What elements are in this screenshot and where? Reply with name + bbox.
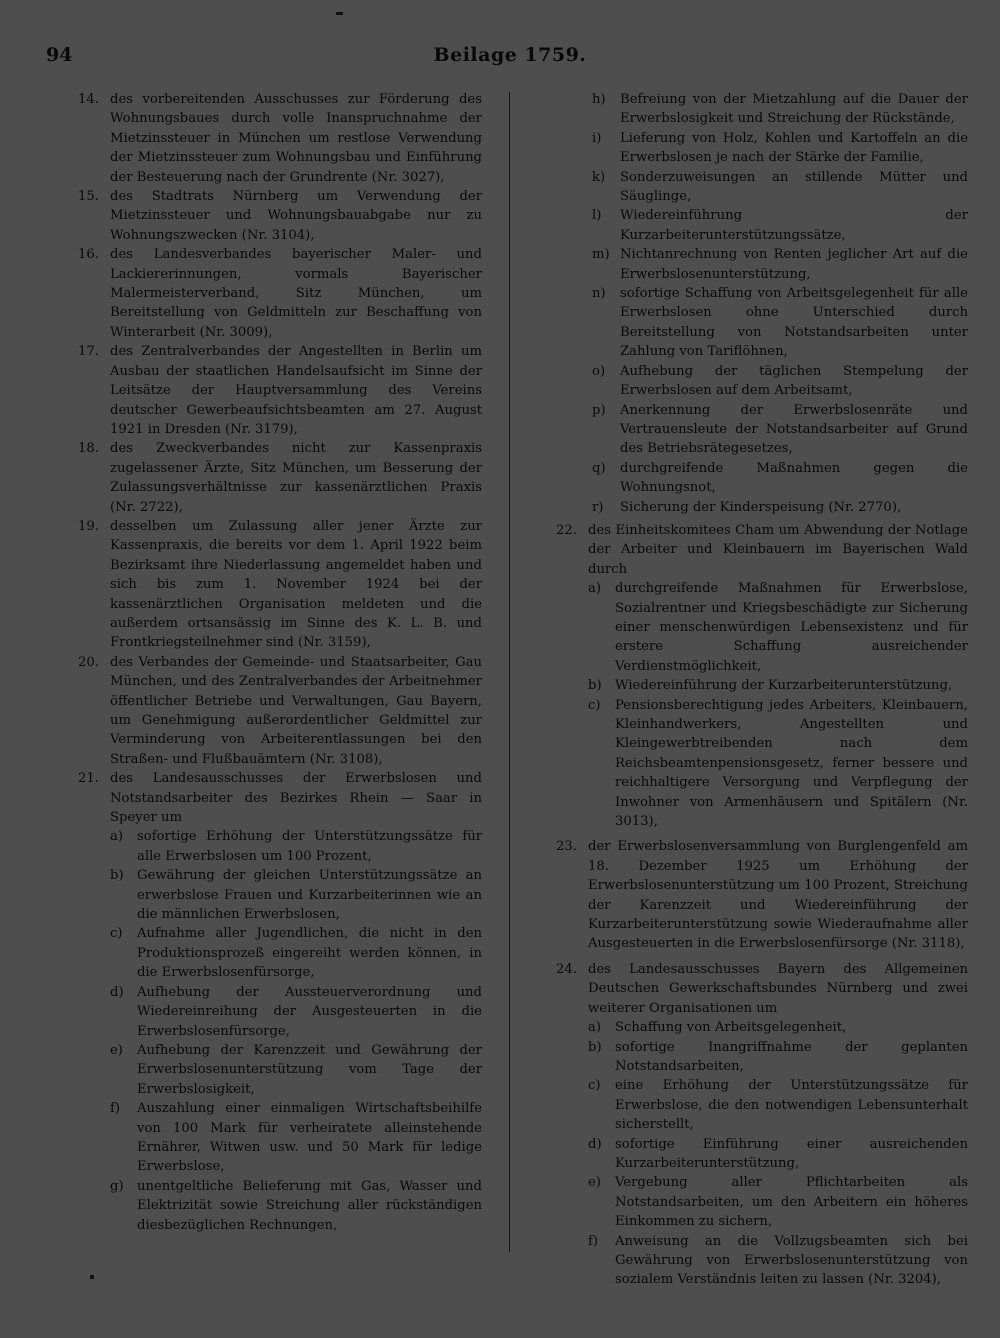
right-column (556, 90, 968, 1290)
entry-20: 20. des Verbandes der Gemeinde- und Staatsarbeiter, Gau München, und des Zentralverbandes der Arbeitnehmer öffentlicher Betriebe und Verwaltungen, Gau Bayern, um Genehmigung außerordentlicher Geldmittel zur Verminderung von Arbeiterentlassungen bei den Straßen- und Flußbauämtern (Nr. 3108), (78, 654, 482, 767)
entry-15: 15. des Stadtrats Nürnberg um Verwendung der Mietzinssteuer und Wohnungsbauabgabe nur zu Wohnungszwecken (Nr. 3104), (78, 189, 482, 243)
sub-item: e) Vergebung aller Pflichtarbeiten als Notstandsarbeiten, um den Arbeitern ein höheres Einkommen zu sichern, (588, 1175, 968, 1230)
sub-item: r) Sicherung der Kinderspeisung (Nr. 2770), (592, 499, 902, 515)
sub-item: k) Sonderzuweisungen an stillende Mütter und Säuglinge, (592, 169, 968, 205)
sub-item: g) unentgeltliche Belieferung mit Gas, Wasser und Elektrizität sowie Streichung aller rückständigen diesbezüglichen Rechnungen, (110, 1178, 482, 1233)
entry-14: 14. des vorbereitenden Ausschusses zur Förderung des Wohnungsbaues durch volle Inanspruchnahme der Mietzinssteuer in München um restlose Verwendung der Mietzinssteuer zum Wohnungsbau und Einführung der Besteuerung nach der Grundrente (Nr. 3027), (78, 92, 482, 185)
sub-item: b) sofortige Inangriffnahme der geplanten Notstandsarbeiten, (588, 1039, 968, 1074)
sub-item: b) Wiedereinführung der Kurzarbeiterunterstützung, (588, 678, 953, 694)
page-number: 94 (46, 44, 73, 66)
sub-item: l) Wiedereinführung der Kurzarbeiterunterstützungssätze, (592, 208, 968, 243)
sub-item: f) Anweisung an die Vollzugsbeamten sich bei Gewährung von Erwerbslosenunterstützung von sozialem Verständnis leiten zu lassen (Nr. 3204), (588, 1233, 968, 1288)
sub-item: n) sofortige Schaffung von Arbeitsgelegenheit für alle Erwerbslosen ohne Unterschied durch Bereitstellung von Notstandsarbeiten unter Zahlung von Tariflöhnen, (592, 286, 968, 360)
sub-item: c) eine Erhöhung der Unterstützungssätze für Erwerbslose, die den notwendigen Lebensunterhalt sicherstellt, (588, 1078, 968, 1133)
page-title: Beilage 1759. (433, 44, 587, 66)
left-column (78, 90, 482, 1235)
entry-22: 22. des Einheitskomitees Cham um Abwendung der Notlage der Arbeiter und Kleinbauern im Bayerischen Wald durch a) durchgreifende Maßnahmen für Erwerbslose, Sozialrentner und Kriegsbeschädigte zur Sicherung einer menschenwürdigen Lebensexistenz und für erstere Schaffung ausreichender Verdienstmöglichkeit, b) Wiedereinführung der Kurzarbeiterunterstützung, c) Pensionsberechtigung jedes Arbeiters, Kleinbauern, Kleinhandwerkers, Angestellten und Kleingewerbtreibenden nach dem Reichsbeamtenpensionsgesetz, ferner bessere und reichhaltigere Versorgung und Verpflegung der Inwohner von Armenhäusern und Spitälern (Nr. 3013), (556, 521, 968, 832)
sub-item: a) sofortige Erhöhung der Unterstützungssätze für alle Erwerbslosen um 100 Prozent, (110, 829, 482, 864)
entry-18: 18. des Zweckverbandes nicht zur Kassenpraxis zugelassener Ärzte, Sitz München, um Besserung der Zulassungsverhältnisse zur kassenärztlichen Praxis (Nr. 2722), (78, 441, 482, 515)
entry-19: 19. desselben um Zulassung aller jener Ärzte zur Kassenpraxis, die bereits vor dem 1. April 1922 beim Bezirksamt ihre Niederlassung angemeldet haben und sich bis zum 1. November 1924 bei der kassenärztlichen Organisation meldeten und die außerdem ortsansässig im Sinne des K. L. B. und Frontkriegsteilnehmer sind (Nr. 3159), (78, 518, 482, 651)
sub-item: d) sofortige Einführung einer ausreichenden Kurzarbeiterunterstützung, (588, 1136, 968, 1171)
entry-17: 17. des Zentralverbandes der Angestellten in Berlin um Ausbau der staatlichen Handelsaufsicht im Sinne der Leitsätze der Hauptversammlung des Vereins deutscher Gewerbeaufsichtsbeamten am 27. August 1921 in Dresden (Nr. 3179), (78, 344, 482, 437)
sub-item: m) Nichtanrechnung von Renten jeglicher Art auf die Erwerbslosenunterstützung, (592, 247, 968, 282)
sub-item: p) Anerkennung der Erwerbslosenräte und Vertrauensleute der Notstandsarbeiter auf Grund des Betriebsrätegesetzes, (592, 402, 968, 457)
scan-mark (90, 1275, 94, 1279)
sub-item: a) durchgreifende Maßnahmen für Erwerbslose, Sozialrentner und Kriegsbeschädigte zur Sicherung einer menschenwürdigen Lebensexistenz und für erstere Schaffung ausreichender Verdienstmöglichkeit, (588, 581, 968, 674)
sub-item: h) Befreiung von der Mietzahlung auf die Dauer der Erwerbslosigkeit und Streichung der Rückstände, (592, 92, 968, 127)
entry-21: 21. des Landesausschusses der Erwerbslosen und Notstandsarbeiter des Bezirkes Rhein — Saar in Speyer um a) sofortige Erhöhung der Unterstützungssätze für alle Erwerbslosen um 100 Prozent, b) Gewährung der gleichen Unterstützungssätze an erwerbslose Frauen und Kurzarbeiterinnen wie an die männlichen Erwerbslosen, c) Aufnahme aller Jugendlichen, die nicht in den Produktionsprozeß eingereiht werden können, in die Erwerbslosenfürsorge, d) Aufhebung der Aussteuerverordnung und Wiedereinreihung der Ausgesteuerten in die Erwerbslosenfürsorge, e) Aufhebung der Karenzzeit und Gewährung der Erwerbslosenunterstützung vom Tage der Erwerbslosigkeit, f) Auszahlung einer einmaligen Wirtschaftsbeihilfe von 100 Mark für verheiratete alleinstehende Ernährer, Witwen usw. und 50 Mark für ledige Erwerbslose, g) unentgeltliche Belieferung mit Gas, Wasser und Elektrizität sowie Streichung aller rückständigen diesbezüglichen Rechnungen, (78, 769, 482, 1235)
scan-mark (336, 12, 343, 15)
sub-item: c) Pensionsberechtigung jedes Arbeiters, Kleinbauern, Kleinhandwerkers, Angestellten und Kleingewerbtreibenden nach dem Reichsbeamtenpensionsgesetz, ferner bessere und reichhaltigere Versorgung und Verpflegung der Inwohner von Armenhäusern und Spitälern (Nr. 3013), (588, 697, 968, 830)
column-divider (509, 92, 510, 1252)
entry-16: 16. des Landesverbandes bayerischer Maler- und Lackiererinnungen, vormals Bayerischer Malermeisterverband, Sitz München, um Bereitstellung von Geldmitteln zur Beschaffung von Winterarbeit (Nr. 3009), (78, 247, 482, 340)
sub-item: i) Lieferung von Holz, Kohlen und Kartoffeln an die Erwerbslosen je nach der Stärke der Familie, (592, 130, 968, 166)
sub-item: f) Auszahlung einer einmaligen Wirtschaftsbeihilfe von 100 Mark für verheiratete alleinstehende Ernährer, Witwen usw. und 50 Mark für ledige Erwerbslose, (110, 1101, 482, 1175)
entry-23: 23. der Erwerbslosenversammlung von Burglengenfeld am 18. Dezember 1925 um Erhöhung der Erwerbslosenunterstützung um 100 Prozent, Streichung der Karenzzeit und Wiedereinführung der Kurzarbeiterunterstützung sowie Wiederaufnahme aller Ausgesteuerten in die Erwerbslosenfürsorge (Nr. 3118), (556, 839, 968, 952)
sub-item: o) Aufhebung der täglichen Stempelung der Erwerbslosen auf dem Arbeitsamt, (592, 363, 968, 399)
sub-item: a) Schaffung von Arbeitsgelegenheit, (588, 1020, 847, 1036)
sub-item: q) durchgreifende Maßnahmen gegen die Wohnungsnot, (592, 460, 968, 496)
sub-item: d) Aufhebung der Aussteuerverordnung und Wiedereinreihung der Ausgesteuerten in die Erwerbslosenfürsorge, (110, 984, 482, 1039)
sub-item: e) Aufhebung der Karenzzeit und Gewährung der Erwerbslosenunterstützung vom Tage der Erwerbslosigkeit, (110, 1042, 482, 1097)
sub-item: b) Gewährung der gleichen Unterstützungssätze an erwerbslose Frauen und Kurzarbeiterinnen wie an die männlichen Erwerbslosen, (110, 868, 482, 923)
sub-item: c) Aufnahme aller Jugendlichen, die nicht in den Produktionsprozeß eingereiht werden können, in die Erwerbslosenfürsorge, (110, 926, 482, 981)
entry-24: 24. des Landesausschusses Bayern des Allgemeinen Deutschen Gewerkschaftsbundes Nürnberg und zwei weiterer Organisationen um a) Schaffung von Arbeitsgelegenheit, b) sofortige Inangriffnahme der geplanten Notstandsarbeiten, c) eine Erhöhung der Unterstützungssätze für Erwerbslose, die den notwendigen Lebensunterhalt sicherstellt, d) sofortige Einführung einer ausreichenden Kurzarbeiterunterstützung, e) Vergebung aller Pflichtarbeiten als Notstandsarbeiten, um den Arbeitern ein höheres Einkommen zu sichern, f) Anweisung an die Vollzugsbeamten sich bei Gewährung von Erwerbslosenunterstützung von sozialem Verständnis leiten zu lassen (Nr. 3204), (556, 960, 968, 1290)
